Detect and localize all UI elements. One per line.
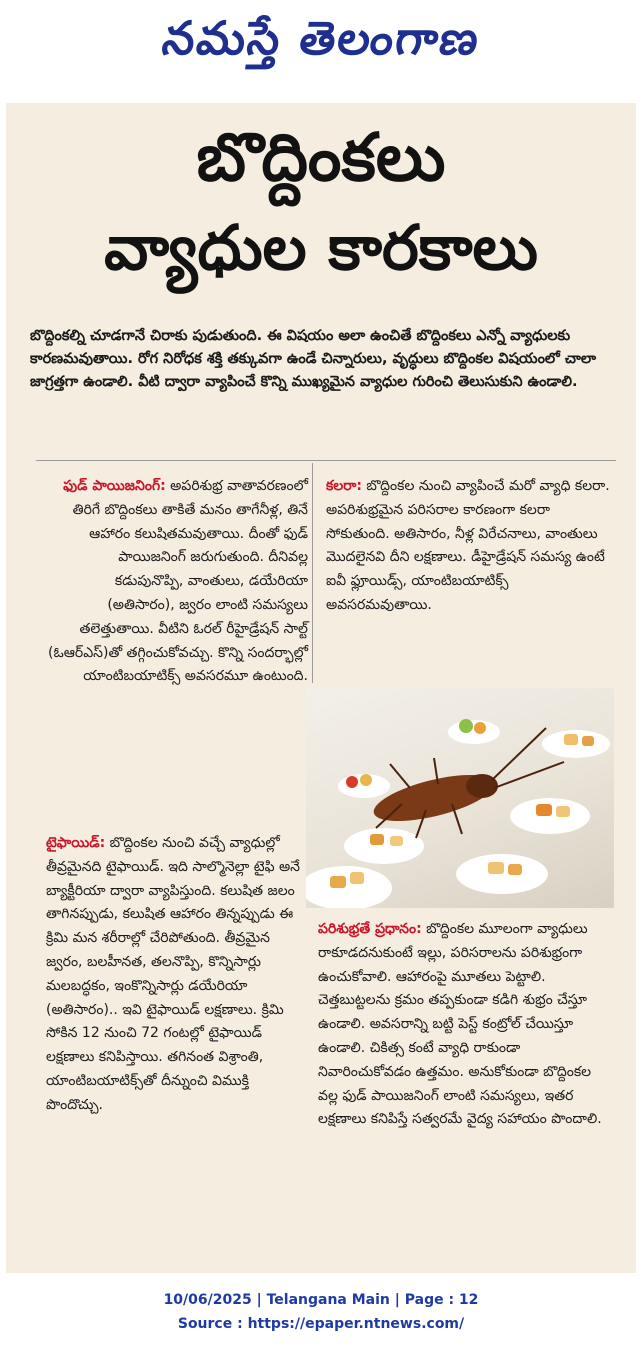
source-link[interactable]: Source : https://epaper.ntnews.com/ xyxy=(177,1316,465,1332)
headline-line-2: వ్యాధుల కారకాలు xyxy=(104,211,538,284)
section-body: అపరిశుభ్ర వాతావరణంలో తిరిగే బొద్దింకలు తాకితే మనం తాగేనీళ్ల, తినే ఆహారం కలుషితమవుతాయి. దీంతో ఫుడ్ పాయిజనింగ్ జరుగుతుంది. దీనివల్ల కడుపునొప్పి, వాంతులు, డయేరియా (అతిసారం), జ్వరం లాంటి సమస్యలు తలెత్తుతాయి. వీటిని ఓరల్ రీహైడ్రేషన్ సాల్ట్ (ఓఆర్ఎస్)తో తగ్గించుకోవచ్చు. కొన్ని సందర్భాల్లో యాంటిబయాటిక్స్ అవసరమూ ఉంటుంది. xyxy=(48,478,308,685)
section-heading: టైఫాయిడ్: xyxy=(46,835,106,851)
article-intro: బొద్దింకల్ని చూడగానే చిరాకు పుడుతుంది. ఈ విషయం అలా ఉంచితే బొద్దింకలు ఎన్నో వ్యాధులకు కారణమవుతాయి. రోగ నిరోధక శక్తి తక్కువగా ఉండే చిన్నారులు, వృద్ధులు బొద్దింకల విషయంలో చాలా జాగ్రత్తగా ఉండాలి. వీటి ద్వారా వ్యాపించే కొన్ని ముఖ్యమైన వ్యాధుల గురించి తెలుసుకుని ఉండాలి. xyxy=(30,328,597,390)
section-body: బొద్దింకల మూలంగా వ్యాధులు రాకూడదనుకుంటే ఇల్లు, పరిసరాలను పరిశుభ్రంగా ఉంచుకోవాలి. ఆహారంపై మూతలు పెట్టాలి. చెత్తబుట్టలను క్రమం తప్పకుండా కడిగి శుభ్రం చేస్తూ ఉండాలి. అవసరాన్ని బట్టి పెస్ట్ కంట్రోల్ చేయిస్తూ ఉండాలి. చికిత్స కంటే వ్యాధి రాకుండా నివారించుకోవడం ఉత్తమం. అనుకోకుండా బొద్దింకల వల్ల ఫుడ్ పాయిజనింగ్ లాంటి సమస్యలు, ఇతర లక్షణాలు కనిపిస్తే సత్వరమే వైద్య సహాయం పొందాలి. xyxy=(318,921,602,1128)
newspaper-logo: నమస్తే తెలంగాణ xyxy=(159,11,485,65)
section-body: బొద్దింకల నుంచి వచ్చే వ్యాధుల్లో తీవ్రమైనది టైఫాయిడ్. ఇది సాల్మొనెల్లా టైఫి అనే బ్యాక్టీరియా ద్వారా వ్యాపిస్తుంది. కలుషిత జలం తాగినప్పుడు, కలుషిత ఆహారం తిన్నప్పుడు ఈ క్రిమి మన శరీరాల్లో చేరిపోతుంది. తీవ్రమైన జ్వరం, బలహీనత, తలనొప్పి, కొన్నిసార్లు మలబద్ధకం, ఇంకొన్నిసార్లు డయేరియా (అతిసారం).. ఇవి టైఫాయిడ్ లక్షణాలు. క్రిమి సోకిన 12 నుంచి 72 గంటల్లో టైఫాయిడ్ లక్షణాలు కనిపిస్తాయి. తగినంత విశ్రాంతి, యాంటిబయాటిక్స్‌తో దీన్నుంచి విముక్తి పొందొచ్చు. xyxy=(46,835,301,1113)
section-cholera xyxy=(326,475,616,618)
section-heading: కలరా: xyxy=(326,478,362,494)
section-typhoid xyxy=(46,832,308,1118)
section-heading: పరిశుభ్రతే ప్రధానం: xyxy=(318,921,422,937)
edition-info: 10/06/2025 | Telangana Main | Page : 12 xyxy=(163,1292,479,1308)
headline-line-1: బొద్దింకలు xyxy=(196,119,446,196)
section-heading: ఫుడ్ పాయిజనింగ్: xyxy=(63,478,166,494)
page-footer xyxy=(0,1288,642,1336)
section-food-poisoning xyxy=(46,475,308,689)
masthead xyxy=(0,0,642,88)
horizontal-divider xyxy=(36,460,616,461)
section-hygiene xyxy=(318,918,614,1132)
cockroach-illustration xyxy=(306,688,614,908)
column-divider xyxy=(312,463,313,683)
article-headline xyxy=(6,113,636,293)
section-body: బొద్దింకల నుంచి వ్యాపించే మరో వ్యాధి కలరా. అపరిశుభ్రమైన పరిసరాల కారణంగా కలరా సోకుతుంది. అతిసారం, నీళ్ల విరేచనాలు, వాంతులు మొదలైనవి దీని లక్షణాలు. డీహైడ్రేషన్ సమస్య ఉంటే ఐవీ ఫ్లూయిడ్స్, యాంటిబయాటిక్స్ అవసరమవుతాయి. xyxy=(326,478,610,613)
cockroach-food-photo xyxy=(306,688,614,908)
article-clipping xyxy=(6,103,636,1273)
